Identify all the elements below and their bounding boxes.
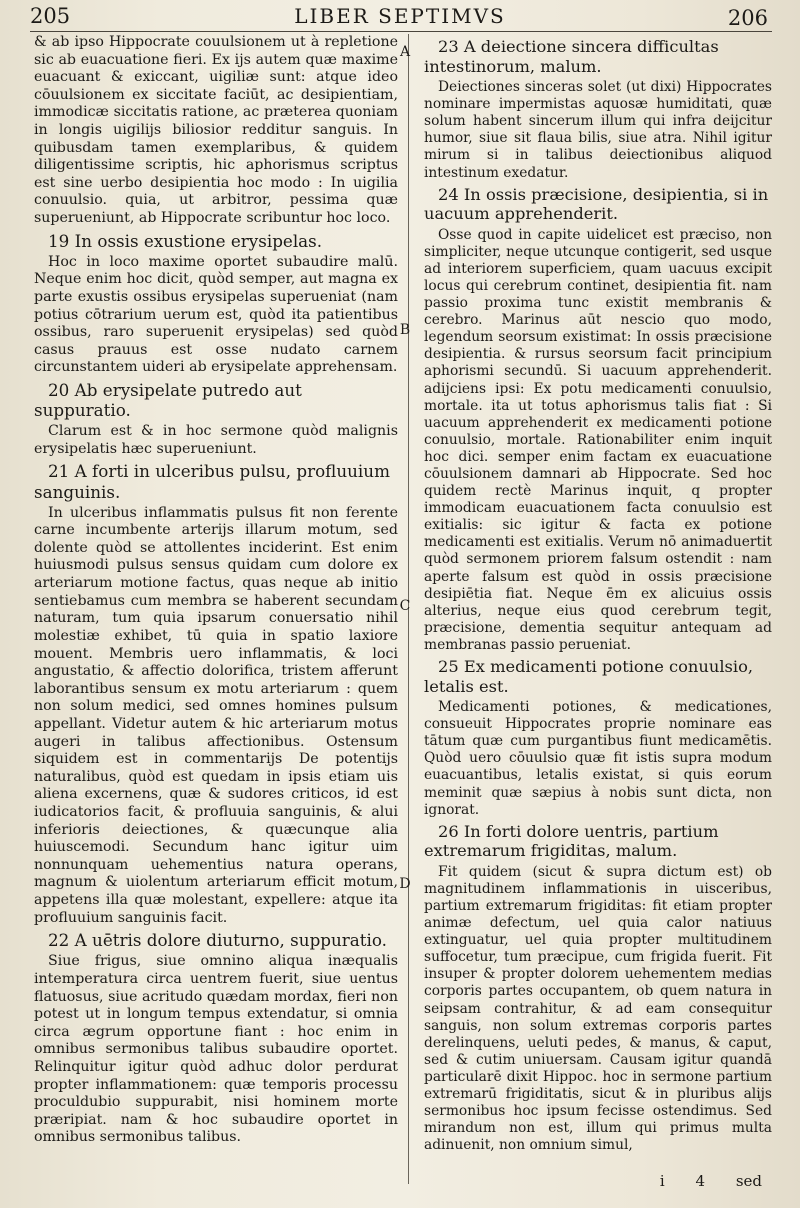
aphorism-heading: 20 Ab erysipelate putredo aut suppuratio. <box>34 380 302 421</box>
aphorism-heading: 24 In ossis præcisione, desipientia, si in uacuum apprehenderit. <box>424 184 769 224</box>
catchword: sed <box>735 1172 762 1190</box>
aphorism-heading: 19 In ossis exustione erysipelas. <box>48 230 323 251</box>
page-number-right: 206 <box>727 6 768 30</box>
aphorism-heading: 21 A forti in ulceribus pulsu, profluuium sanguinis. <box>34 461 390 502</box>
right-column <box>424 34 772 1157</box>
commentary-paragraph: Deiectiones sinceras solet (ut dixi) Hippocrates nominare impermistas aquosæ humiditati, quæ solum habent sincerum illum qui infra deijcitur humor, siue sit flaua bilis, siue atra. Nihil igitur mirum si in talibus deiectionibus aliquod intestinum exedatur. <box>424 79 772 181</box>
margin-letter-d: D <box>399 876 411 892</box>
margin-letter-b: B <box>399 322 411 338</box>
commentary-paragraph: Medicamenti potiones, & medicationes, consueuit Hippocrates proprie nominare eas tātum quæ cum purgantibus fiunt medicamētis. Quòd uero cōuulsio quæ fit istis supra modum euacuantibus, letalis existat, si quis eorum meminit quæ sæpius à nobis sunt dicta, non ignorat. <box>424 699 772 818</box>
commentary-paragraph: In ulceribus inflammatis pulsus fit non ferente carne incumbente arterijs illarum motum, sed dolente quòd se attollentes inciderint. Est enim huiusmodi pulsus sensus quidam cum dolore ex arteriarum motione factus, quas neque ab initio sentiebamus cum membra se haberent secundam naturam, tum quia ipsarum conuersatio nihil molestiæ exhibet, tū quia in spatio laxiore mouent. Membris uero inflammatis, & loci angustatio, & affectio dolorifica, tristem afferunt laborantibus sensum ex motu arteriarum : quem non solum medici, sed omnes homines pulsum appellant. Videtur autem & hic arteriarum motus augeri in talibus affectionibus. Ostensum siquidem est in commentarijs De potentijs naturalibus, quòd est quedam in ipsis etiam uis aliena excernens, quæ & sudores criticos, id est iudicatorios facit, & profluuia sanguinis, & alui inferioris deiectiones, & quæcunque alia huiuscemodi. Secundum hanc igitur uim nonnunquam uehementius natura operans, magnum & uiolentum arteriarum efficit motum, appetens illa quæ molestant, expellere: atque ita profluuium sanguinis facit. <box>34 504 398 926</box>
page-number-left: 205 <box>30 4 71 28</box>
header-rule <box>30 31 772 32</box>
commentary-paragraph: & ab ipso Hippocrate couulsionem ut à repletione sic ab euacuatione fieri. Ex ijs autem quæ maxime euacuant & exiccant, uigiliæ sunt: atque ideo cōuulsionem ex siccitate faciūt, ac desipientiam, immodicæ siccitatis ratione, ac præterea quoniam in longis uigilijs biliosior redditur sanguis. In quibusdam tamen exemplaribus, & quidem diligentissime scriptis, hic aphorismus scriptus est sine uerbo desipientia hoc modo : In uigilia conuulsio. quia, ut arbitror, pessima quæ superueniunt, ab Hippocrate scribuntur hoc loco. <box>34 34 398 227</box>
commentary-paragraph: Osse quod in capite uidelicet est præciso, non simpliciter, neque utcunque contigerit, sed usque ad interiorem superficiem, quam uacuus excipit locus qui cerebrum continet, desipientia fit. nam passio proxima tunc existit membranis & cerebro. Marinus aūt nescio quo modo, legendum seorsum existimat: In ossis præcisione desipientia. & rursus seorsum facit principium aphorismi secundū. Si uacuum apprehenderit. adijciens ipsi: Ex potu medicamenti conuulsio, mortale. ita ut totus aphorismus talis fiat : Si uacuum apprehenderit ex medicamenti potione conuulsio, mortale. Rationabiliter enim inquit hoc dici. semper enim factam ex euacuatione cōuulsionem damnari ab Hippocrate. Sed hoc quidem rectè Marinus inquit, q propter immodicam euacuationem facta conuulsio est exitialis: sic igitur & facta ex potione medicamenti est exitialis. Verum nō animaduertit quòd sermonem priorem falsum ostendit : nam aperte falsum est quòd in ossis præcisione desipiētia fiat. Neque ēm ex alicuius ossis alterius, neque eius quod cerebrum tegit, præcisione, dementia sequitur antequam ad membranas passio perueniat. <box>424 226 772 653</box>
commentary-paragraph: Siue frigus, siue omnino aliqua inæqualis intemperatura circa uentrem fuerit, siue uentus flatuosus, siue acritudo quædam mordax, fieri non potest ut in longum tempus extendatur, si omnia circa ægrum opportune fiant : hoc enim in omnibus sermonibus talibus subaudire oportet. Relinquitur igitur quòd adhuc dolor perdurat propter inflammationem: quæ temporis processu proculdubio suppurabit, nisi hominem morte præripiat. nam & hoc subaudire oportet in omnibus sermonibus talibus. <box>34 953 398 1146</box>
running-title: LIBER SEPTIMVS <box>294 4 506 28</box>
commentary-paragraph: Fit quidem (sicut & supra dictum est) ob magnitudinem inflammationis in uisceribus, partium extremarum frigiditas: fit etiam propter animæ defectum, uel quia calor natiuus extinguatur, uel quia propter multitudinem suffocetur, tum præcipue, cum frigida fuerit. Fit insuper & propter dolorem uehementem medias corporis partes occupantem, ob quem natura in seipsam contrahitur, & ad eam consequitur sanguis, non solum extremas corporis partes derelinquens, ueluti pedes, & manus, & caput, sed & cutim uniuersam. Causam igitur quandā particularē dixit Hippoc. hoc in sermone partium extremarū frigiditatis, sicut & in pluribus alijs sermonibus hoc ipsum fecisse ostendimus. Sed mirandum non est, illum qui primus multa adinuenit, non omnium simul, <box>424 863 772 1154</box>
commentary-paragraph: Hoc in loco maxime oportet subaudire malū. Neque enim hoc dicit, quòd semper, aut magna ex parte exustis ossibus erysipelas superueniat (nam potius cōtrarium uerum est, quòd ita patientibus ossibus, raro superuenit erysipelas) sed quòd casus prauus est osse nudato carnem circunstantem uideri ab erysipelate apprehensam. <box>34 253 398 376</box>
aphorism-heading: 22 A uētris dolore diuturno, suppuratio. <box>48 930 387 951</box>
running-header <box>0 4 800 32</box>
left-column <box>34 34 398 1150</box>
aphorism-heading: 26 In forti dolore uentris, partium extremarum frigiditas, malum. <box>424 821 719 861</box>
page-footer <box>660 1172 762 1190</box>
aphorism-heading: 25 Ex medicamenti potione conuulsio, letalis est. <box>424 657 754 696</box>
signature-mark: i 4 <box>659 1172 706 1190</box>
commentary-paragraph: Clarum est & in hoc sermone quòd malignis erysipelatis hæc superueniunt. <box>34 423 398 457</box>
margin-letter-c: C <box>399 598 411 614</box>
margin-letter-a: A <box>399 44 411 60</box>
aphorism-heading: 23 A deiectione sincera difficultas intestinorum, malum. <box>424 37 719 76</box>
